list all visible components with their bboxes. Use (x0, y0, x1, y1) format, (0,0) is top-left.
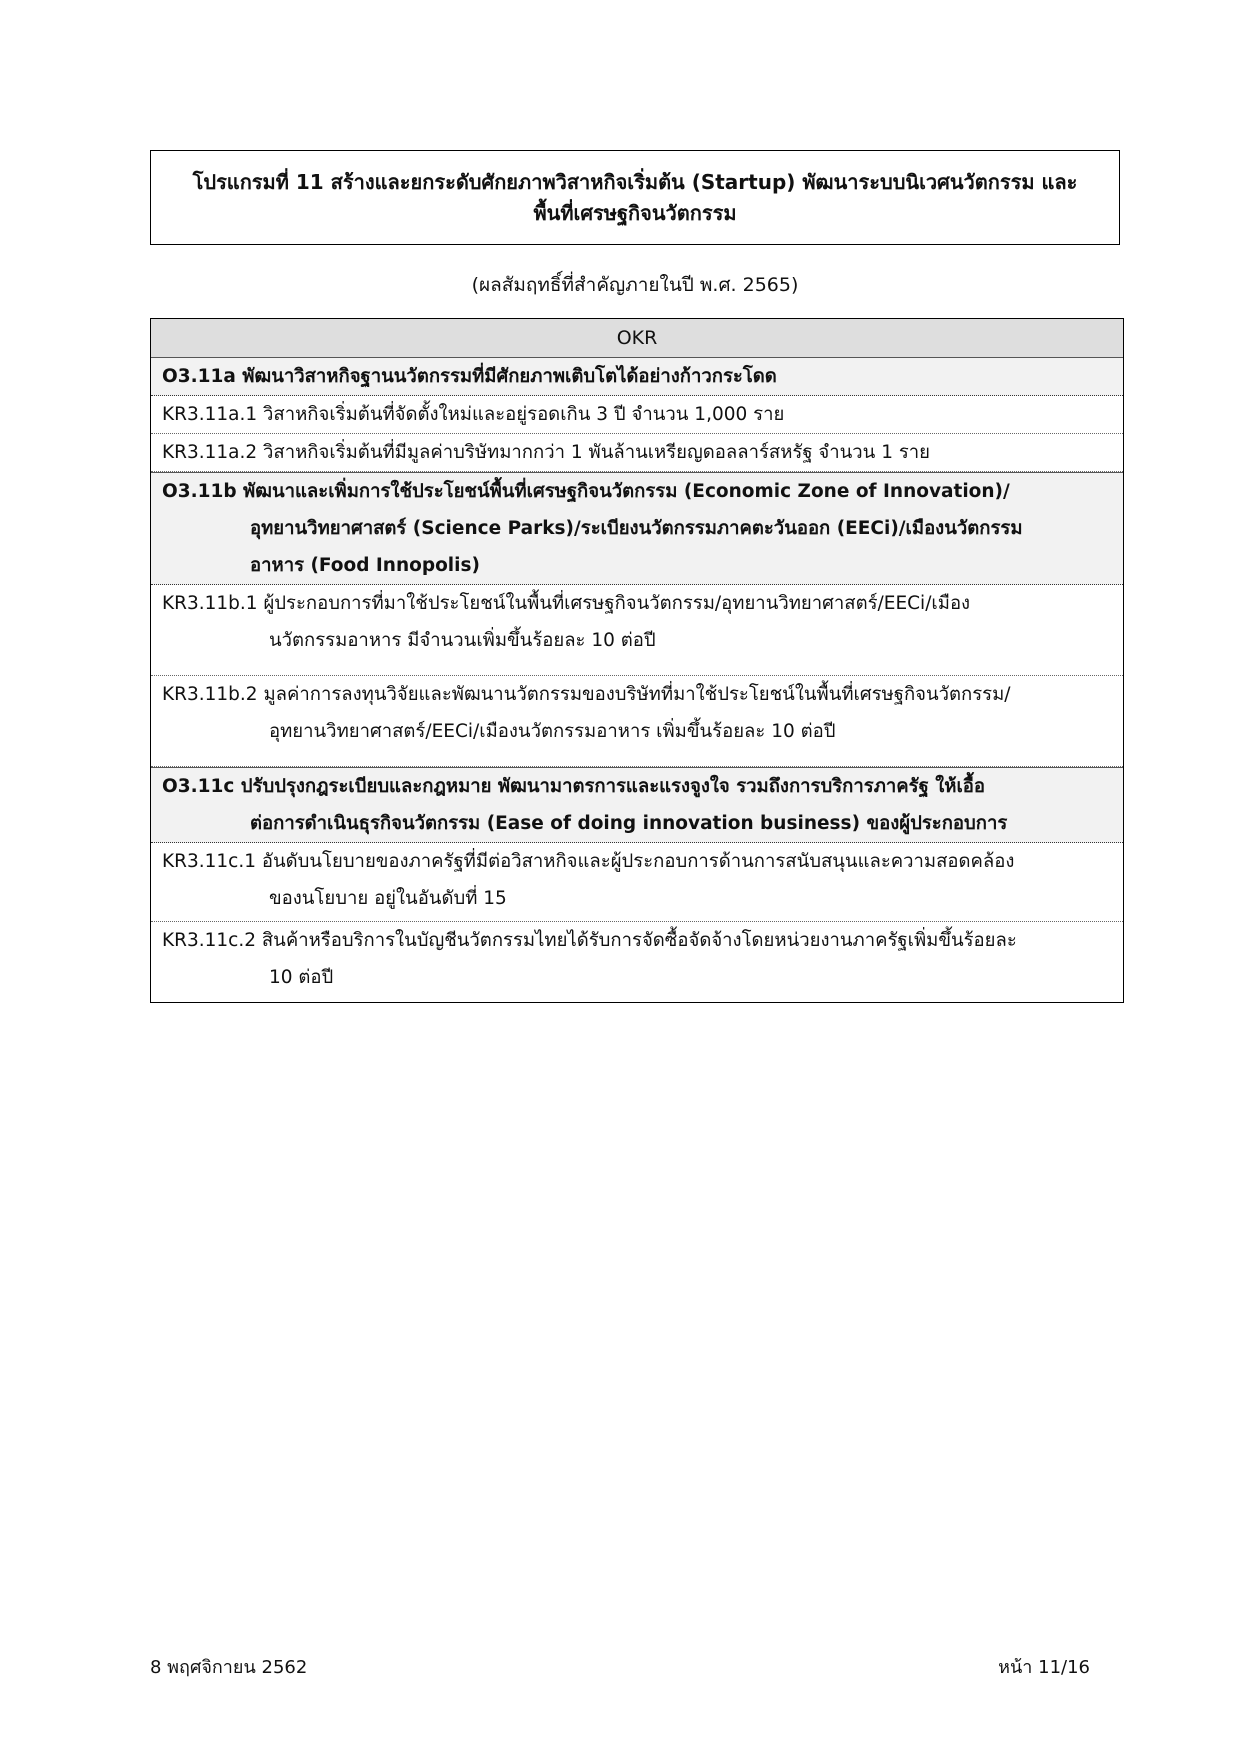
key-result-kr311c2 (151, 922, 1123, 1002)
objective-o311c (151, 767, 1123, 843)
objective-o311c-line-1: O3.11c ปรับปรุงกฎระเบียบและกฎหมาย พัฒนามาตรการและแรงจูงใจ รวมถึงการบริการภาครัฐ ให้เอื้อ (162, 776, 986, 797)
key-result-kr311a2-line-1: KR3.11a.2 วิสาหกิจเริ่มต้นที่มีมูลค่าบริษัทมากกว่า 1 พันล้านเหรียญดอลลาร์สหรัฐ จำนวน 1 ราย (162, 442, 931, 463)
key-result-kr311a1-line-1: KR3.11a.1 วิสาหกิจเริ่มต้นที่จัดตั้งใหม่และอยู่รอดเกิน 3 ปี จำนวน 1,000 ราย (162, 404, 785, 425)
objective-o311b-line-2: อุทยานวิทยาศาสตร์ (Science Parks)/ระเบียงนวัตกรรมภาคตะวันออก (EECi)/เมืองนวัตกรรม (250, 518, 1023, 539)
program-title-line-1: โปรแกรมที่ 11 สร้างและยกระดับศักยภาพวิสาหกิจเริ่มต้น (Startup) พัฒนาระบบนิเวศนวัตกรรม และ (192, 169, 1078, 194)
subtitle: (ผลสัมฤทธิ์ที่สำคัญภายในปี พ.ศ. 2565) (471, 274, 799, 296)
key-result-kr311c2-line-1: KR3.11c.2 สินค้าหรือบริการในบัญชีนวัตกรรมไทยได้รับการจัดซื้อจัดจ้างโดยหน่วยงานภาครัฐเพิ่มขึ้นร้อยละ (162, 930, 1017, 951)
objective-o311b-line-3: อาหาร (Food Innopolis) (250, 555, 480, 576)
key-result-kr311c2-line-2: 10 ต่อปี (269, 967, 334, 988)
key-result-kr311b1 (151, 585, 1123, 676)
objective-o311b-line-1: O3.11b พัฒนาและเพิ่มการใช้ประโยชน์พื้นที่เศรษฐกิจนวัตกรรม (Economic Zone of Innovation)/ (162, 481, 1010, 502)
footer-page-number: หน้า 11/16 (998, 1657, 1090, 1678)
key-result-kr311b1-line-2: นวัตกรรมอาหาร มีจำนวนเพิ่มขึ้นร้อยละ 10 ต่อปี (269, 630, 656, 651)
program-title-line-2: พื้นที่เศรษฐกิจนวัตกรรม (533, 200, 737, 225)
key-result-kr311b2 (151, 676, 1123, 767)
okr-table-header: OKR (151, 319, 1123, 358)
okr-table (150, 318, 1124, 1003)
program-title-box (150, 150, 1120, 245)
key-result-kr311c1 (151, 843, 1123, 922)
key-result-kr311b1-line-1: KR3.11b.1 ผู้ประกอบการที่มาใช้ประโยชน์ในพื้นที่เศรษฐกิจนวัตกรรม/อุทยานวิทยาศาสตร์/EECi/เมือง (162, 593, 971, 614)
objective-o311a-line-1: O3.11a พัฒนาวิสาหกิจฐานนวัตกรรมที่มีศักยภาพเติบโตได้อย่างก้าวกระโดด (162, 366, 777, 387)
key-result-kr311a1 (151, 396, 1123, 434)
footer-date: 8 พฤศจิกายน 2562 (150, 1657, 308, 1678)
key-result-kr311a2 (151, 434, 1123, 472)
key-result-kr311b2-line-2: อุทยานวิทยาศาสตร์/EECi/เมืองนวัตกรรมอาหาร เพิ่มขึ้นร้อยละ 10 ต่อปี (269, 721, 836, 742)
key-result-kr311c1-line-1: KR3.11c.1 อันดับนโยบายของภาครัฐที่มีต่อวิสาหกิจและผู้ประกอบการด้านการสนับสนุนและความสอดคล้อง (162, 851, 1015, 872)
key-result-kr311c1-line-2: ของนโยบาย อยู่ในอันดับที่ 15 (269, 888, 507, 909)
objective-o311a (151, 358, 1123, 396)
objective-o311b (151, 472, 1123, 585)
objective-o311c-line-2: ต่อการดำเนินธุรกิจนวัตกรรม (Ease of doing innovation business) ของผู้ประกอบการ (250, 813, 1008, 834)
key-result-kr311b2-line-1: KR3.11b.2 มูลค่าการลงทุนวิจัยและพัฒนานวัตกรรมของบริษัทที่มาใช้ประโยชน์ในพื้นที่เศรษฐกิจนวัตกรรม/ (162, 684, 1011, 705)
